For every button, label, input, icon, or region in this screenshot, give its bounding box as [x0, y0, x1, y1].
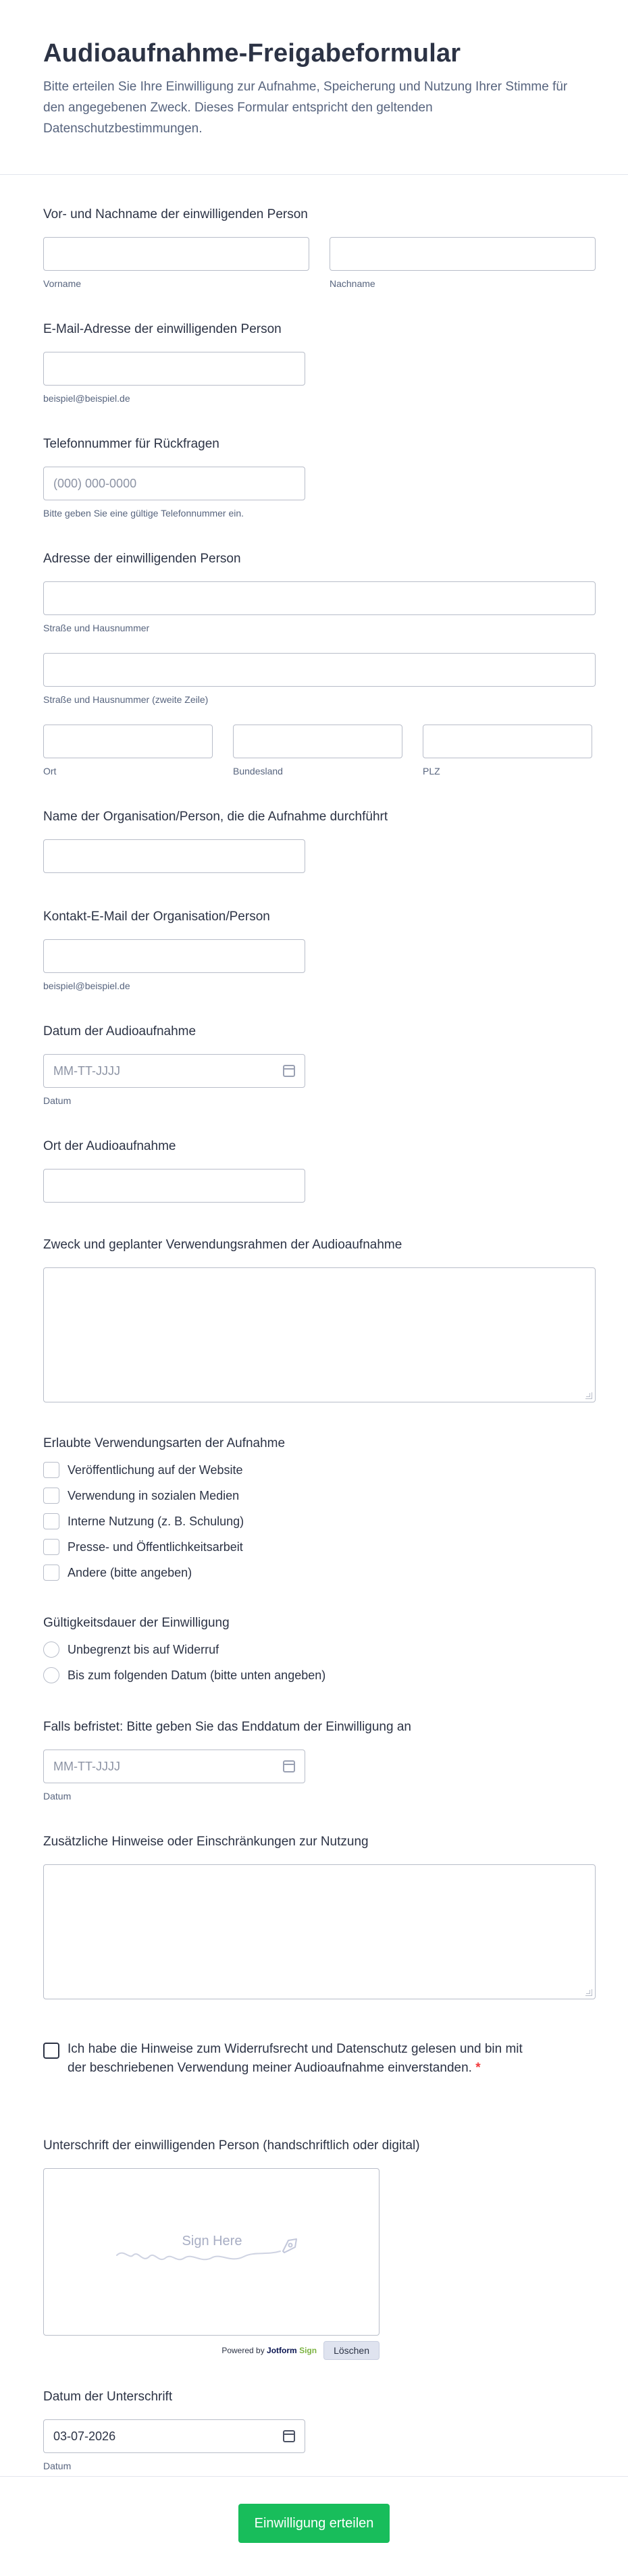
- sign-date-value: 03-07-2026: [53, 2429, 116, 2443]
- sign-here-hint: Sign Here: [182, 2234, 242, 2249]
- usage-option-label: Presse- und Öffentlichkeitsarbeit: [68, 1540, 243, 1554]
- org-email-question: [43, 908, 596, 992]
- state-sublabel: Bundesland: [233, 766, 283, 777]
- sign-date-label: Datum der Unterschrift: [43, 2390, 173, 2404]
- form-footer: [0, 2476, 628, 2576]
- name-question: [43, 206, 596, 290]
- phone-input[interactable]: [43, 467, 305, 500]
- street2-sublabel: Straße und Hausnummer (zweite Zeile): [43, 694, 209, 705]
- form-subtitle: Bitte erteilen Sie Ihre Einwilligung zur Aufnahme, Speicherung und Nutzung Ihrer Stimme für den angegebenen Zweck. Dieses Formular entspricht den geltenden Datenschutzbestimmungen.: [43, 80, 568, 136]
- notes-question: [43, 1833, 596, 1999]
- end-date-label: Falls befristet: Bitte geben Sie das Enddatum der Einwilligung an: [43, 1720, 411, 1734]
- rec-place-question: [43, 1138, 596, 1203]
- address-label: Adresse der einwilligenden Person: [43, 552, 241, 566]
- calendar-icon[interactable]: [283, 1065, 295, 1077]
- usage-option-label: Interne Nutzung (z. B. Schulung): [68, 1514, 244, 1528]
- usage-option[interactable]: [43, 1539, 596, 1555]
- checkbox[interactable]: [43, 1565, 59, 1581]
- rec-date-sublabel: Datum: [43, 1095, 72, 1106]
- end-date-question: [43, 1718, 596, 1802]
- email-label: E-Mail-Adresse der einwilligenden Person: [43, 322, 282, 336]
- email-question: [43, 321, 596, 404]
- checkbox[interactable]: [43, 1539, 59, 1555]
- validity-label: Gültigkeitsdauer der Einwilligung: [43, 1616, 230, 1630]
- powered-by: Powered by Jotform Sign: [221, 2346, 317, 2355]
- consent-text: Ich habe die Hinweise zum Widerrufsrecht und Datenschutz gelesen und bin mit der beschriebenen Verwendung meiner Audioaufnahme einverstanden.: [68, 2042, 523, 2075]
- city-sublabel: Ort: [43, 766, 57, 777]
- jotform-sign-logo: Jotform Sign: [267, 2346, 317, 2355]
- signature-footer: [43, 2341, 380, 2360]
- calendar-icon[interactable]: [283, 2430, 295, 2442]
- rec-date-input[interactable]: [43, 1054, 305, 1088]
- rec-place-input[interactable]: [43, 1169, 305, 1203]
- usage-label: Erlaubte Verwendungsarten der Aufnahme: [43, 1436, 286, 1450]
- validity-option-label: Unbegrenzt bis auf Widerruf: [68, 1642, 219, 1656]
- form-header: [0, 0, 628, 175]
- validity-option[interactable]: [43, 1641, 596, 1658]
- org-name-label: Name der Organisation/Person, die die Aufnahme durchführt: [43, 810, 388, 824]
- zip-input[interactable]: [423, 725, 592, 758]
- street2-input[interactable]: [43, 653, 596, 687]
- end-date-placeholder: MM-TT-JJJJ: [53, 1759, 120, 1773]
- name-label: Vor- und Nachname der einwilligenden Person: [43, 207, 308, 221]
- required-mark: *: [475, 2061, 481, 2075]
- sign-date-input[interactable]: [43, 2419, 305, 2453]
- first-name-input[interactable]: [43, 237, 309, 271]
- state-input[interactable]: [233, 725, 402, 758]
- radio-button[interactable]: [43, 1667, 59, 1683]
- org-email-sublabel: beispiel@beispiel.de: [43, 980, 130, 991]
- phone-label: Telefonnummer für Rückfragen: [43, 437, 219, 451]
- org-email-input[interactable]: [43, 939, 305, 973]
- rec-place-label: Ort der Audioaufnahme: [43, 1139, 176, 1153]
- signature-pad[interactable]: [43, 2168, 380, 2336]
- submit-button[interactable]: Einwilligung erteilen: [238, 2504, 390, 2543]
- usage-option[interactable]: [43, 1488, 596, 1504]
- usage-question: [43, 1435, 596, 1581]
- address-question: [43, 550, 596, 777]
- org-email-label: Kontakt-E-Mail der Organisation/Person: [43, 910, 270, 924]
- purpose-question: [43, 1236, 596, 1402]
- rec-date-question: [43, 1023, 596, 1107]
- usage-option[interactable]: [43, 1565, 596, 1581]
- org-name-question: [43, 808, 596, 873]
- zip-sublabel: PLZ: [423, 766, 440, 777]
- email-sublabel: beispiel@beispiel.de: [43, 393, 130, 404]
- calendar-icon[interactable]: [283, 1760, 295, 1772]
- rec-date-label: Datum der Audioaufnahme: [43, 1024, 197, 1039]
- phone-placeholder: (000) 000-0000: [53, 476, 137, 490]
- usage-option-label: Andere (bitte angeben): [68, 1565, 192, 1579]
- usage-option-label: Verwendung in sozialen Medien: [68, 1488, 240, 1502]
- usage-option[interactable]: [43, 1462, 596, 1478]
- consent-question: [43, 2040, 596, 2078]
- rec-date-placeholder: MM-TT-JJJJ: [53, 1063, 120, 1078]
- first-name-sublabel: Vorname: [43, 278, 82, 289]
- clear-signature-button[interactable]: Löschen: [323, 2341, 380, 2360]
- phone-question: [43, 436, 596, 519]
- resize-handle-icon[interactable]: [585, 1989, 592, 1996]
- resize-handle-icon[interactable]: [585, 1392, 592, 1399]
- signature-label: Unterschrift der einwilligenden Person (handschriftlich oder digital): [43, 2138, 420, 2153]
- sign-date-sublabel: Datum: [43, 2461, 72, 2471]
- notes-label: Zusätzliche Hinweise oder Einschränkungen zur Nutzung: [43, 1835, 369, 1849]
- last-name-input[interactable]: [330, 237, 596, 271]
- purpose-textarea[interactable]: [43, 1267, 596, 1402]
- last-name-sublabel: Nachname: [330, 278, 375, 289]
- validity-option-label: Bis zum folgenden Datum (bitte unten angeben): [68, 1668, 326, 1682]
- end-date-input[interactable]: [43, 1750, 305, 1783]
- form-title: Audioaufnahme-Freigabeformular: [43, 39, 461, 68]
- validity-question: [43, 1614, 596, 1683]
- form-body: [0, 206, 628, 2472]
- street-sublabel: Straße und Hausnummer: [43, 623, 150, 633]
- phone-sublabel: Bitte geben Sie eine gültige Telefonnummer ein.: [43, 508, 244, 519]
- street-input[interactable]: [43, 581, 596, 615]
- checkbox[interactable]: [43, 1462, 59, 1478]
- city-input[interactable]: [43, 725, 213, 758]
- sign-date-question: [43, 2388, 596, 2472]
- org-name-input[interactable]: [43, 839, 305, 873]
- pen-nib-icon: [283, 2239, 296, 2253]
- checkbox[interactable]: [43, 1488, 59, 1504]
- signature-scribble: [117, 2251, 280, 2259]
- signature-placeholder-graphic: [44, 2169, 380, 2336]
- consent-checkbox[interactable]: [43, 2043, 59, 2059]
- purpose-label: Zweck und geplanter Verwendungsrahmen der Audioaufnahme: [43, 1238, 402, 1252]
- email-input[interactable]: [43, 352, 305, 386]
- usage-option-label: Veröffentlichung auf der Website: [68, 1463, 243, 1477]
- signature-question: [43, 2137, 596, 2360]
- validity-option[interactable]: [43, 1667, 596, 1683]
- usage-option[interactable]: [43, 1513, 596, 1529]
- notes-textarea[interactable]: [43, 1864, 596, 1999]
- end-date-sublabel: Datum: [43, 1791, 72, 1802]
- radio-button[interactable]: [43, 1641, 59, 1658]
- checkbox[interactable]: [43, 1513, 59, 1529]
